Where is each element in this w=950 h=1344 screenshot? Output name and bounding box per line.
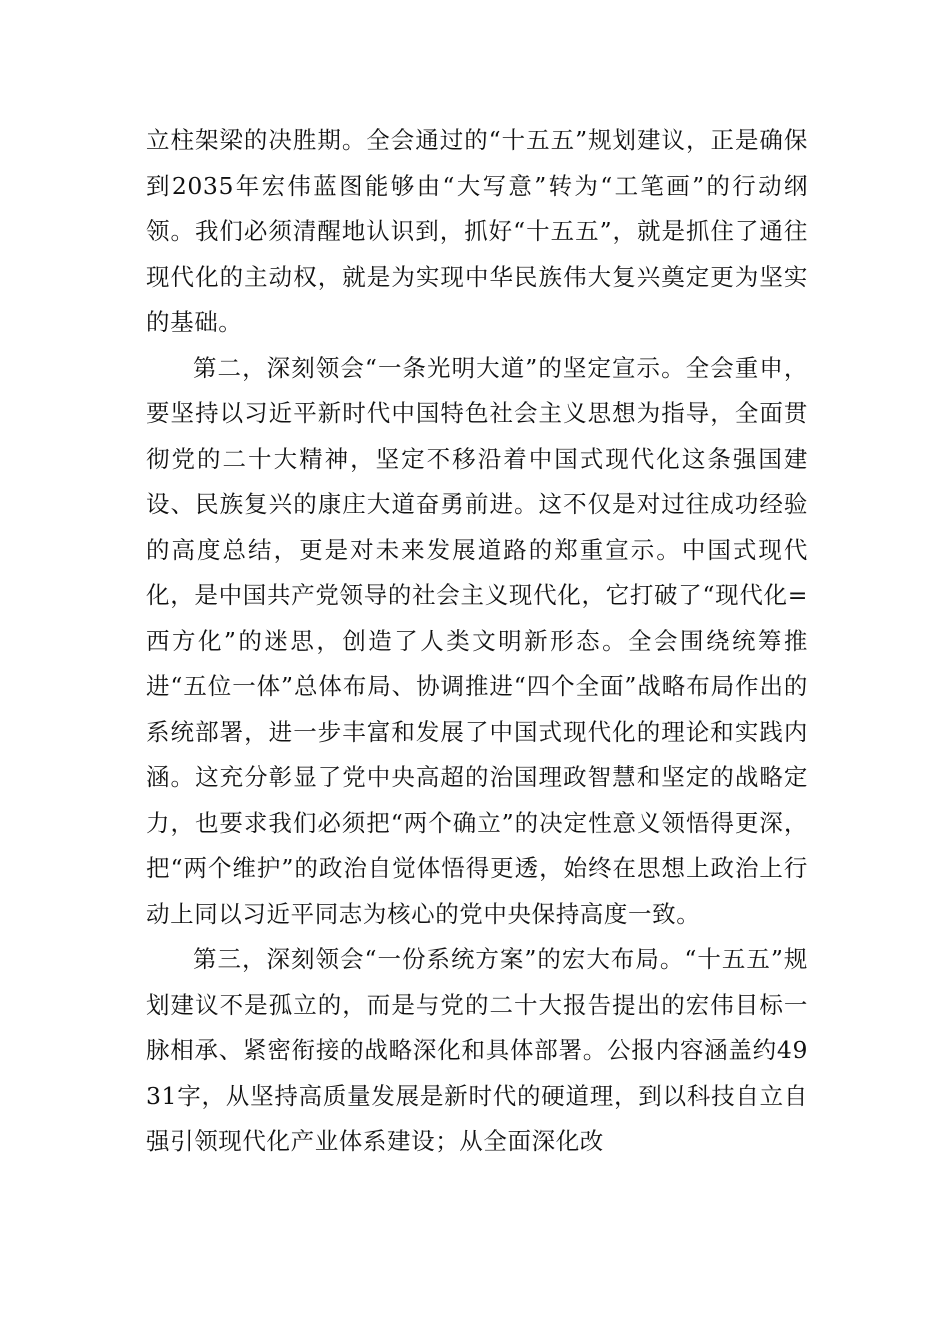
paragraph-continuation: 立柱架梁的决胜期。全会通过的“十五五”规划建议，正是确保到2035年宏伟蓝图能够由“大写意”转为“工笔画”的行动纲领。我们必须清醒地认识到，抓好“十五五”，就是抓住了通往现代化的主动权，就是为实现中华民族伟大复兴奠定更为坚实的基础。 <box>146 126 808 336</box>
paragraph-second-point: 第二，深刻领会“一条光明大道”的坚定宣示。全会重申，要坚持以习近平新时代中国特色社会主义思想为指导，全面贯彻党的二十大精神，坚定不移沿着中国式现代化这条强国建设、民族复兴的康庄大道奋勇前进。这不仅是对过往成功经验的高度总结，更是对未来发展道路的郑重宣示。中国式现代化，是中国共产党领导的社会主义现代化，它打破了“现代化=西方化”的迷思，创造了人类文明新形态。全会围绕统筹推进“五位一体”总体布局、协调推进“四个全面”战略布局作出的系统部署，进一步丰富和发展了中国式现代化的理论和实践内涵。这充分彰显了党中央高超的治国理政智慧和坚定的战略定力，也要求我们必须把“两个确立”的决定性意义领悟得更深，把“两个维护”的政治自觉体悟得更透，始终在思想上政治上行动上同以习近平同志为核心的党中央保持高度一致。 <box>146 353 808 928</box>
document-body <box>146 118 808 1165</box>
paragraph-third-point: 第三，深刻领会“一份系统方案”的宏大布局。“十五五”规划建议不是孤立的，而是与党的二十大报告提出的宏伟目标一脉相承、紧密衔接的战略深化和具体部署。公报内容涵盖约4931字，从坚持高质量发展是新时代的硬道理，到以科技自立自强引领现代化产业体系建设；从全面深化改 <box>146 945 808 1155</box>
